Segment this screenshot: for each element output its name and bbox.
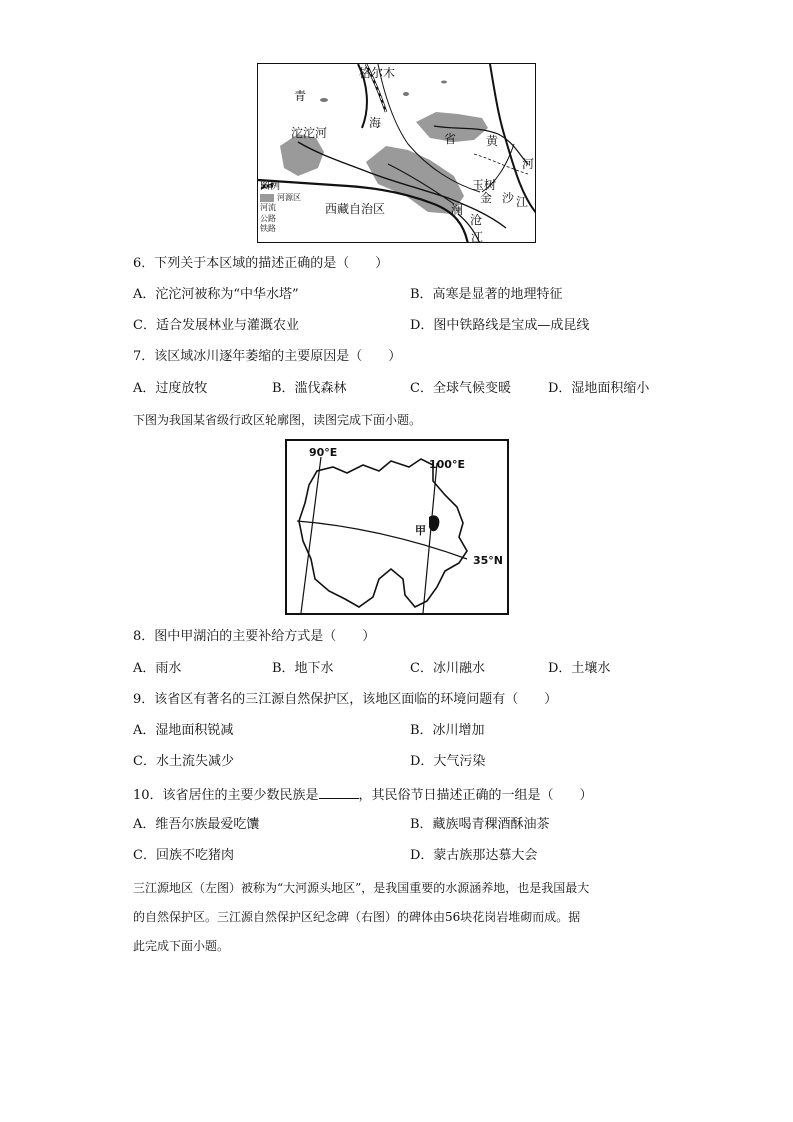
question-9-stem: 9．该省区有著名的三江源自然保护区，该地区面临的环境问题有（ ） [133, 692, 558, 707]
question-9-option-d[interactable]: D．大气污染 [410, 754, 486, 769]
answer-blank[interactable] [319, 786, 359, 799]
question-10-option-b[interactable]: B．藏族喝青稞酒酥油茶 [410, 817, 550, 832]
label-cang: 沧 [470, 213, 483, 227]
question-8-option-a[interactable]: A．雨水 [133, 661, 182, 676]
question-9-option-a[interactable]: A．湿地面积锐减 [133, 723, 234, 738]
map1-legend [260, 182, 312, 235]
province-outline-map [285, 439, 509, 615]
legend-title: 图例 [260, 181, 280, 192]
legend-item-road: 公路 [260, 214, 312, 225]
question-10-option-a[interactable]: A．维吾尔族最爱吃馕 [133, 817, 260, 832]
question-6-option-c[interactable]: C．适合发展林业与灌溉农业 [133, 318, 299, 333]
label-jiang2: 江 [471, 230, 484, 243]
question-10-stem: 10．该省居住的主要少数民族是 ，其民俗节日描述正确的一组是（ ） [133, 788, 593, 803]
question-8-stem: 8．图中甲湖泊的主要补给方式是（ ） [133, 629, 376, 644]
label-geermu: 格尔木 [359, 66, 396, 80]
label-huang: 黄 [486, 134, 499, 148]
label-tuotuo: 沱沱河 [291, 126, 328, 140]
label-90e: 90°E [309, 446, 338, 459]
label-35n: 35°N [473, 554, 504, 567]
label-sheng: 省 [444, 132, 457, 146]
legend-item-railway: 铁路 [260, 224, 312, 235]
label-100e: 100°E [429, 458, 465, 471]
question-10-option-c[interactable]: C．回族不吃猪肉 [133, 848, 234, 863]
question-7-option-c[interactable]: C．全球气候变暖 [410, 381, 511, 396]
question-6-option-a[interactable]: A．沱沱河被称为“中华水塔” [133, 287, 299, 302]
question-6-option-d[interactable]: D．图中铁路线是宝成—成昆线 [410, 318, 590, 333]
label-xizang: 西藏自治区 [325, 202, 386, 216]
label-he: 河 [522, 157, 535, 171]
question-9-option-c[interactable]: C．水土流失减少 [133, 754, 234, 769]
label-hai: 海 [369, 116, 382, 130]
legend-item-source: 河源区 [260, 193, 312, 204]
sanjiangyuan-map [257, 63, 536, 243]
question-7-option-a[interactable]: A．过度放牧 [133, 381, 208, 396]
intro-province-map: 下图为我国某省级行政区轮廓图，读图完成下面小题。 [133, 413, 422, 427]
intro-sanjiangyuan-line2: 的自然保护区。三江源自然保护区纪念碑（右图）的碑体由56块花岗岩堆砌而成。据 [133, 910, 581, 924]
label-jin: 金 [480, 191, 493, 205]
label-sha: 沙 [502, 191, 515, 205]
question-8-option-b[interactable]: B．地下水 [272, 661, 334, 676]
map2-drawing [287, 441, 507, 613]
question-9-option-b[interactable]: B．冰川增加 [410, 723, 485, 738]
question-7-option-d[interactable]: D．湿地面积缩小 [548, 381, 650, 396]
source-region-tuotuo [280, 134, 324, 176]
question-7-option-b[interactable]: B．滥伐森林 [272, 381, 347, 396]
lake-jia-shape [429, 515, 439, 531]
parallel-35n [297, 521, 467, 559]
intro-sanjiangyuan-line1: 三江源地区（左图）被称为“大河源头地区”，是我国重要的水源涵养地，也是我国最大 [133, 881, 590, 895]
label-lan: 澜 [451, 203, 464, 217]
question-6-stem: 6．下列关于本区域的描述正确的是（ ） [133, 256, 389, 271]
question-8-option-d[interactable]: D．土壤水 [548, 661, 611, 676]
legend-item-river: 河流 [260, 203, 312, 214]
province-outline [299, 459, 467, 607]
question-6-option-b[interactable]: B．高寒是显著的地理特征 [410, 287, 563, 302]
question-8-option-c[interactable]: C．冰川融水 [410, 661, 485, 676]
label-qing: 青 [294, 89, 307, 103]
intro-sanjiangyuan-line3: 此完成下面小题。 [133, 939, 230, 953]
source-region-swatch-icon [260, 194, 274, 202]
label-yushu: 玉树 [472, 178, 497, 192]
railway-line-icon [260, 182, 274, 190]
label-lake-jia: 甲 [415, 524, 426, 537]
label-jiang: 江 [516, 195, 529, 209]
question-7-stem: 7．该区域冰川逐年萎缩的主要原因是（ ） [133, 349, 402, 364]
question-10-option-d[interactable]: D．蒙古族那达慕大会 [410, 848, 538, 863]
